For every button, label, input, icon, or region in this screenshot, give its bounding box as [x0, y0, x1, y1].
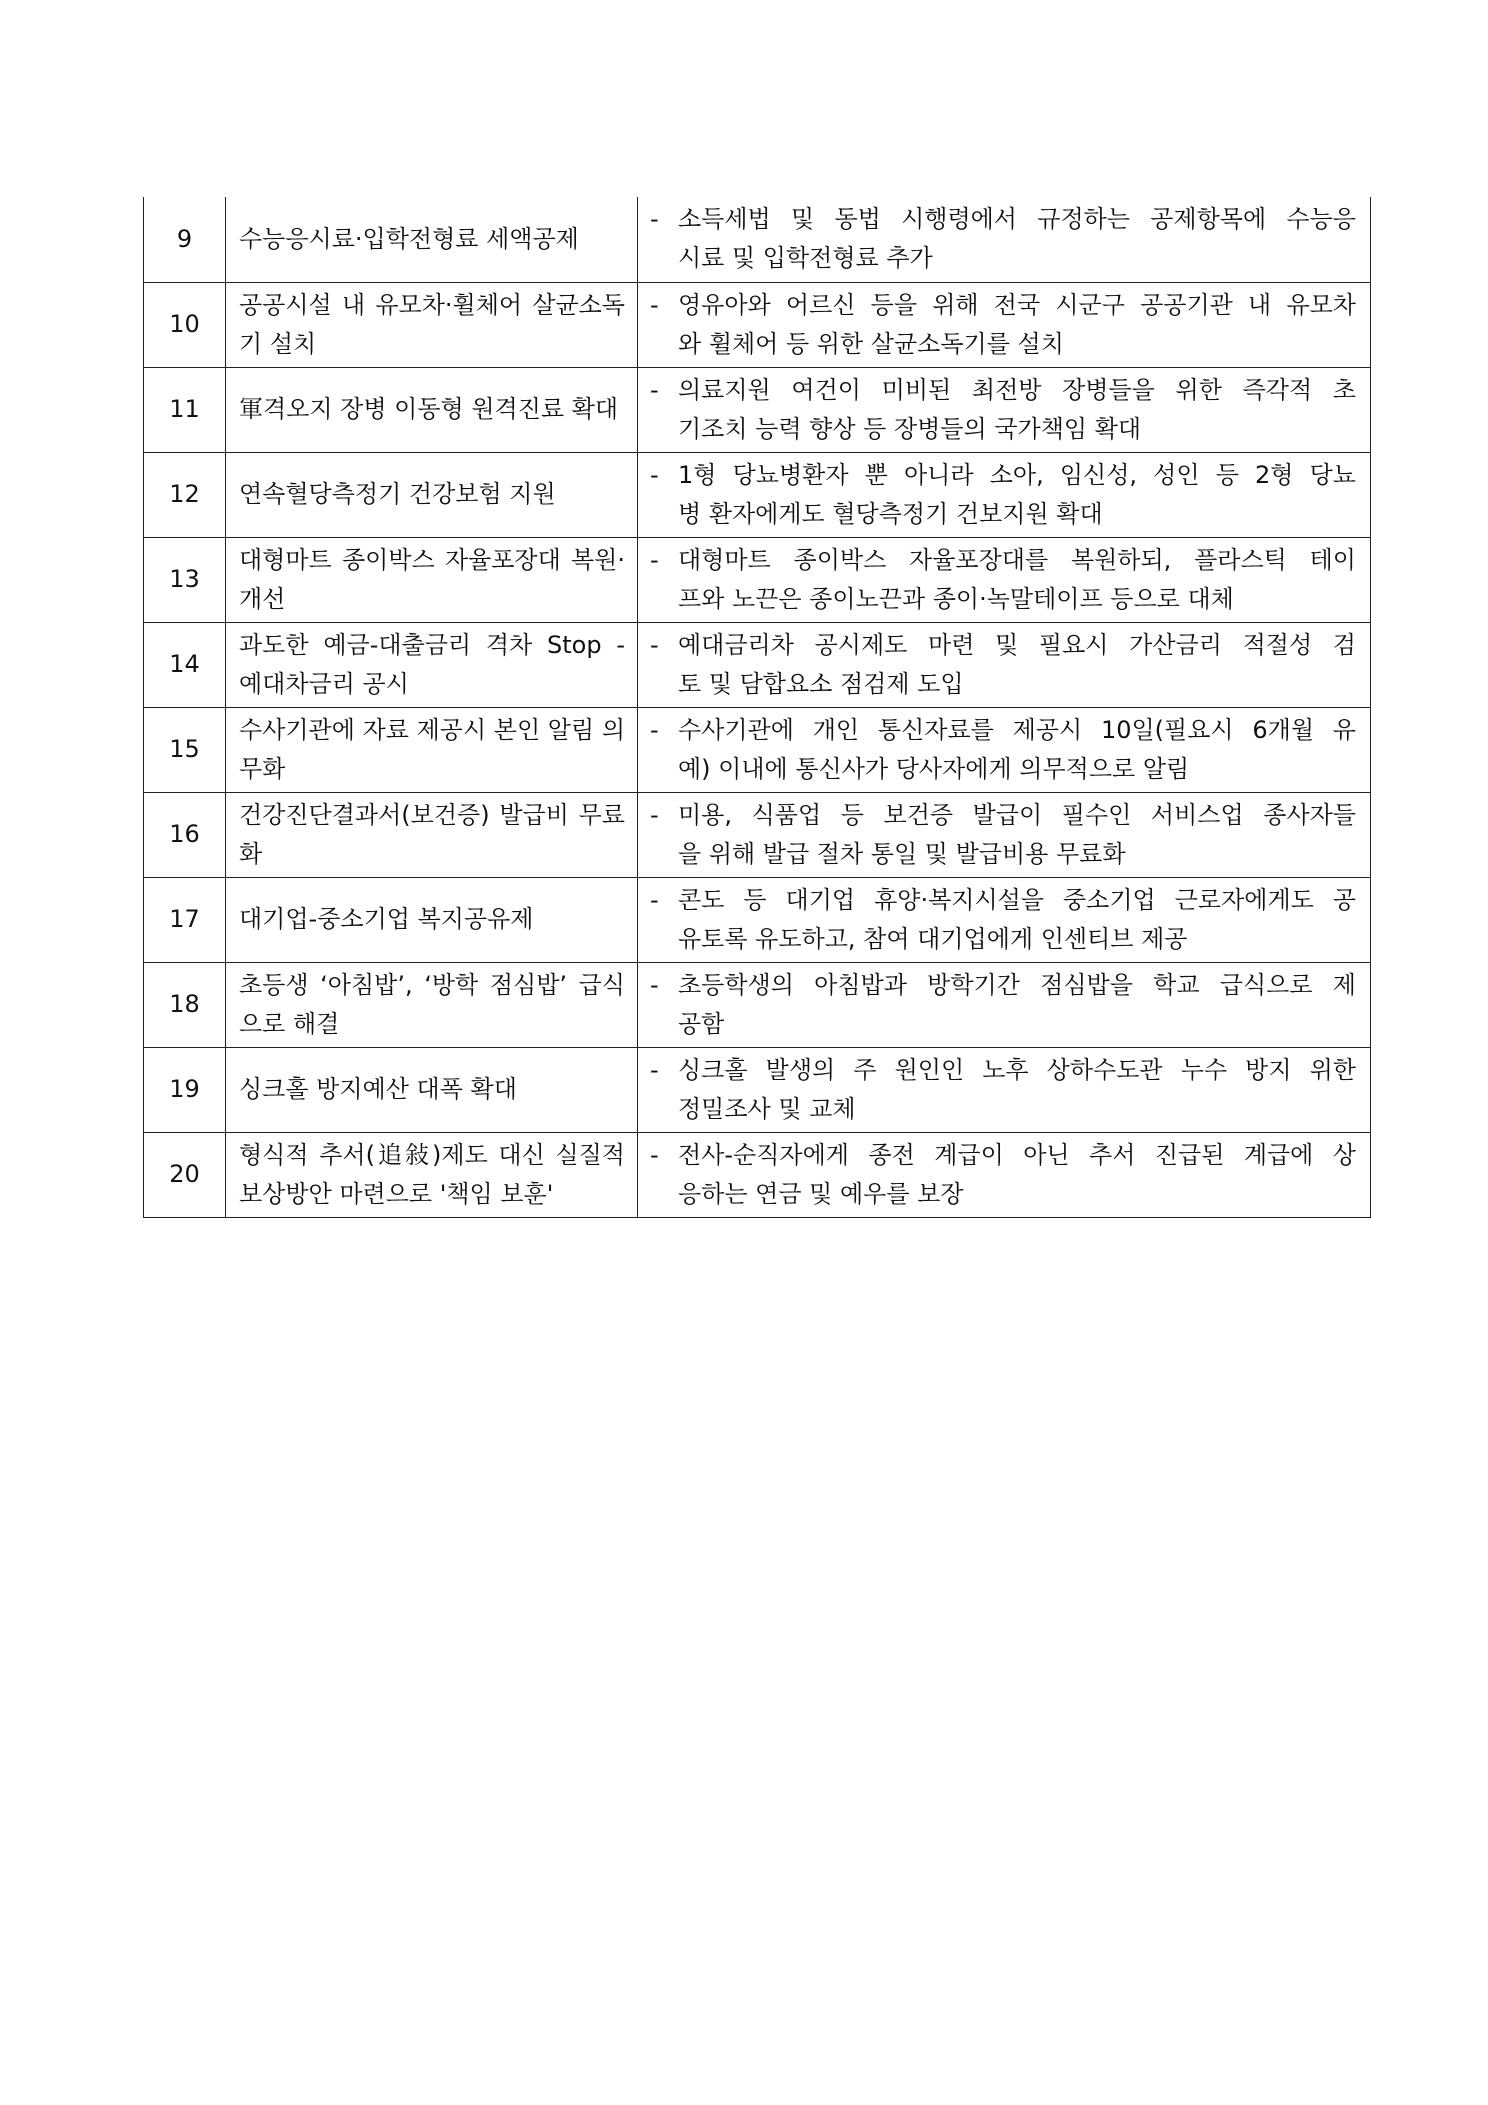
table-row	[144, 707, 1371, 792]
description-line: 의료지원 여건이 미비된 최전방 장병들을 위한 즉각적 초	[678, 375, 1356, 404]
description-wrap	[650, 881, 1356, 959]
description-text	[678, 286, 1356, 364]
description-line: 소득세법 및 동법 시행령에서 규정하는 공제항목에 수능응	[678, 205, 1356, 234]
policy-description	[638, 962, 1371, 1047]
bullet-dash: -	[650, 970, 659, 999]
table-body	[144, 197, 1371, 1217]
description-text	[678, 371, 1356, 449]
policy-table	[143, 197, 1371, 1218]
description-text	[678, 796, 1356, 874]
description-line: 기조치 능력 향상 등 장병들의 국가책임 확대	[678, 414, 1142, 443]
description-wrap	[650, 541, 1356, 619]
table-row	[144, 877, 1371, 962]
table-row	[144, 452, 1371, 537]
description-line: 토 및 담합요소 점검제 도입	[678, 669, 964, 698]
description-text	[678, 711, 1356, 789]
description-wrap	[650, 796, 1356, 874]
description-line: 와 휠체어 등 위한 살균소독기를 설치	[678, 329, 1064, 358]
description-line: 공함	[678, 1009, 725, 1038]
description-wrap	[650, 966, 1356, 1044]
description-text	[678, 200, 1356, 278]
policy-title: 싱크홀 방지예산 대폭 확대	[226, 1047, 638, 1132]
description-wrap	[650, 1136, 1356, 1214]
description-line: 정밀조사 및 교체	[678, 1094, 856, 1123]
bullet-dash: -	[650, 1140, 659, 1169]
description-line: 콘도 등 대기업 휴양·복지시설을 중소기업 근로자에게도 공	[678, 885, 1356, 914]
description-wrap	[650, 711, 1356, 789]
bullet-dash: -	[650, 545, 659, 574]
row-number: 19	[144, 1047, 226, 1132]
description-text	[678, 456, 1356, 534]
bullet-dash: -	[650, 205, 659, 234]
description-text	[678, 541, 1356, 619]
policy-description	[638, 622, 1371, 707]
description-wrap	[650, 1051, 1356, 1129]
policy-description	[638, 452, 1371, 537]
bullet-dash: -	[650, 715, 659, 744]
row-number: 12	[144, 452, 226, 537]
policy-title: 형식적 추서(追敍)제도 대신 실질적 보상방안 마련으로 '책임 보훈'	[226, 1132, 638, 1217]
description-line: 대형마트 종이박스 자율포장대를 복원하되, 플라스틱 테이	[678, 545, 1356, 574]
row-number: 10	[144, 282, 226, 367]
description-line: 예) 이내에 통신사가 당사자에게 의무적으로 알림	[678, 754, 1190, 783]
description-wrap	[650, 286, 1356, 364]
policy-description	[638, 197, 1371, 282]
description-line: 전사-순직자에게 종전 계급이 아닌 추서 진급된 계급에 상	[678, 1140, 1356, 1169]
bullet-dash: -	[650, 290, 659, 319]
description-line: 미용, 식품업 등 보건증 발급이 필수인 서비스업 종사자들	[678, 800, 1356, 829]
description-line: 예대금리차 공시제도 마련 및 필요시 가산금리 적절성 검	[678, 630, 1356, 659]
policy-description	[638, 707, 1371, 792]
description-text	[678, 1136, 1356, 1214]
table-row	[144, 1047, 1371, 1132]
table-row	[144, 622, 1371, 707]
table-row	[144, 792, 1371, 877]
bullet-dash: -	[650, 1055, 659, 1084]
policy-description	[638, 792, 1371, 877]
table-row	[144, 962, 1371, 1047]
description-line: 초등학생의 아침밥과 방학기간 점심밥을 학교 급식으로 제	[678, 970, 1356, 999]
policy-title: 초등생 ‘아침밥’, ‘방학 점심밥’ 급식으로 해결	[226, 962, 638, 1047]
table-row	[144, 367, 1371, 452]
row-number: 16	[144, 792, 226, 877]
bullet-dash: -	[650, 630, 659, 659]
policy-description	[638, 367, 1371, 452]
description-wrap	[650, 626, 1356, 704]
description-text	[678, 626, 1356, 704]
description-wrap	[650, 200, 1356, 278]
description-line: 프와 노끈은 종이노끈과 종이·녹말테이프 등으로 대체	[678, 584, 1234, 613]
policy-title: 과도한 예금-대출금리 격차 Stop - 예대차금리 공시	[226, 622, 638, 707]
description-text	[678, 966, 1356, 1044]
policy-description	[638, 537, 1371, 622]
policy-description	[638, 877, 1371, 962]
policy-title: 건강진단결과서(보건증) 발급비 무료화	[226, 792, 638, 877]
row-number: 14	[144, 622, 226, 707]
policy-title: 수능응시료·입학전형료 세액공제	[226, 197, 638, 282]
description-text	[678, 1051, 1356, 1129]
policy-description	[638, 282, 1371, 367]
policy-title: 대기업-중소기업 복지공유제	[226, 877, 638, 962]
description-wrap	[650, 371, 1356, 449]
row-number: 15	[144, 707, 226, 792]
description-wrap	[650, 456, 1356, 534]
row-number: 18	[144, 962, 226, 1047]
policy-title: 대형마트 종이박스 자율포장대 복원·개선	[226, 537, 638, 622]
row-number: 11	[144, 367, 226, 452]
description-line: 유토록 유도하고, 참여 대기업에게 인센티브 제공	[678, 924, 1188, 953]
description-line: 을 위해 발급 절차 통일 및 발급비용 무료화	[678, 839, 1126, 868]
policy-title: 공공시설 내 유모차·휠체어 살균소독기 설치	[226, 282, 638, 367]
description-line: 싱크홀 발생의 주 원인인 노후 상하수도관 누수 방지 위한	[678, 1055, 1356, 1084]
policy-description	[638, 1047, 1371, 1132]
row-number: 9	[144, 197, 226, 282]
description-line: 1형 당뇨병환자 뿐 아니라 소아, 임신성, 성인 등 2형 당뇨	[678, 460, 1356, 489]
description-line: 영유아와 어르신 등을 위해 전국 시군구 공공기관 내 유모차	[678, 290, 1356, 319]
bullet-dash: -	[650, 885, 659, 914]
bullet-dash: -	[650, 375, 659, 404]
table-row	[144, 282, 1371, 367]
description-line: 수사기관에 개인 통신자료를 제공시 10일(필요시 6개월 유	[678, 715, 1356, 744]
policy-title: 軍격오지 장병 이동형 원격진료 확대	[226, 367, 638, 452]
bullet-dash: -	[650, 460, 659, 489]
description-line: 응하는 연금 및 예우를 보장	[678, 1179, 964, 1208]
row-number: 13	[144, 537, 226, 622]
row-number: 20	[144, 1132, 226, 1217]
policy-description	[638, 1132, 1371, 1217]
table-row	[144, 537, 1371, 622]
table-row	[144, 1132, 1371, 1217]
row-number: 17	[144, 877, 226, 962]
policy-title: 연속혈당측정기 건강보험 지원	[226, 452, 638, 537]
policy-title: 수사기관에 자료 제공시 본인 알림 의무화	[226, 707, 638, 792]
description-text	[678, 881, 1356, 959]
bullet-dash: -	[650, 800, 659, 829]
table-row	[144, 197, 1371, 282]
description-line: 병 환자에게도 혈당측정기 건보지원 확대	[678, 499, 1103, 528]
description-line: 시료 및 입학전형료 추가	[678, 244, 933, 273]
